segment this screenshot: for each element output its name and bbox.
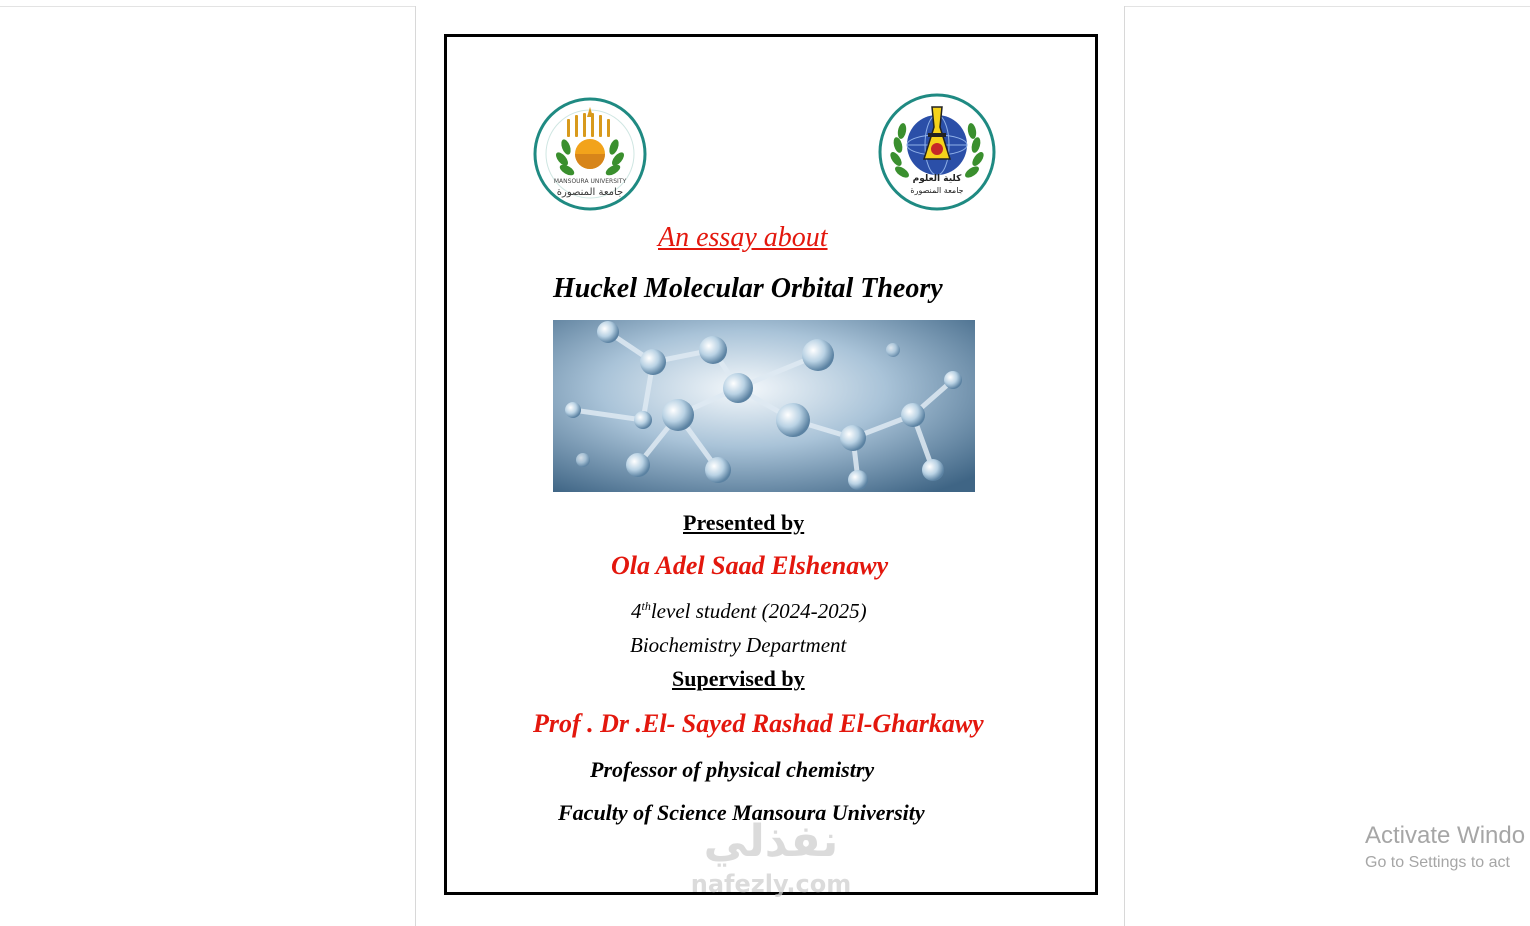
essay-title: Huckel Molecular Orbital Theory [553,273,943,304]
svg-text:كلية العلوم: كلية العلوم [912,174,962,184]
essay-heading: An essay about [658,222,828,253]
page-border-frame [444,34,1098,895]
activation-title: Activate Windo [1365,822,1526,849]
student-level [631,599,867,624]
windows-activation-notice [1365,822,1525,874]
site-watermark [671,814,871,924]
presented-by-heading: Presented by [683,510,805,535]
svg-text:MANSOURA UNIVERSITY: MANSOURA UNIVERSITY [553,178,627,185]
level-suffix: th [641,599,651,613]
supervisor-role: Professor of physical chemistry [590,757,875,782]
mansoura-university-logo [533,97,647,211]
svg-text:جامعة المنصورة: جامعة المنصورة [910,186,964,195]
watermark-latin: nafezly.com [690,870,852,898]
watermark-arabic: نفذلي [703,816,839,867]
faculty-of-science-logo [878,93,996,211]
molecule-illustration [553,320,975,492]
supervised-by-heading: Supervised by [672,666,805,691]
student-department: Biochemistry Department [630,633,847,657]
faculty-name: Faculty of Science Mansoura University [558,800,925,825]
student-name: Ola Adel Saad Elshenawy [611,551,889,580]
svg-text:جامعة المنصورة: جامعة المنصورة [556,187,624,198]
supervisor-name: Prof . Dr .El- Sayed Rashad El-Gharkawy [533,709,984,738]
document-page [415,6,1125,926]
activation-subtitle: Go to Settings to act [1365,854,1510,871]
level-text: level student (2024-2025) [650,599,867,623]
level-number: 4 [631,599,642,623]
